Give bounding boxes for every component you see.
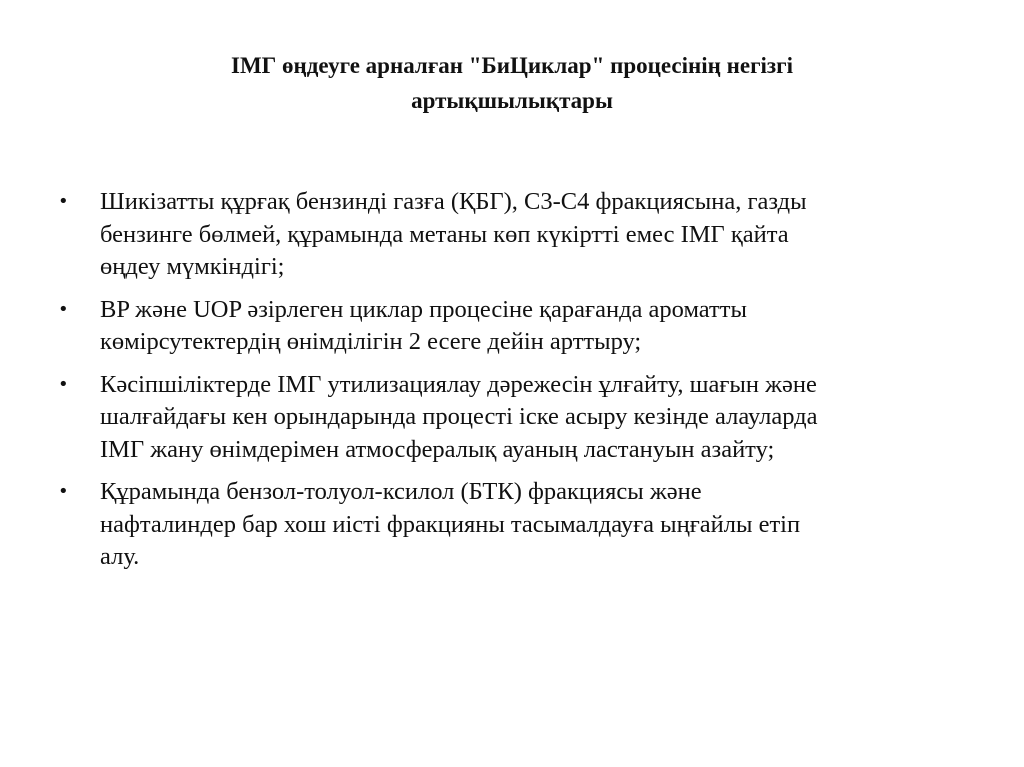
bullet-item [58, 294, 958, 359]
bullet-dot-icon: • [58, 373, 69, 395]
bullet-item [58, 369, 958, 467]
bullet-text-line: нафталиндер бар хош иісті фракцияны тасымалдауға ыңғайлы етіп [100, 510, 801, 538]
bullet-text-line: бензинге бөлмей, құрамында метаны көп күкіртті емес ІМГ қайта [100, 220, 789, 248]
slide-title-line: ІМГ өңдеуге арналған "БиЦиклар" процесінің негізгі [231, 53, 793, 78]
bullet-list [58, 186, 958, 584]
bullet-item [58, 186, 958, 284]
bullet-item [58, 476, 958, 574]
bullet-text-line: ІМГ жану өнімдерімен атмосфералық ауаның ластануын азайту; [100, 435, 775, 463]
bullet-text-line: алу. [100, 543, 140, 570]
bullet-text-line: Құрамында бензол-толуол-ксилол (БТК) фракциясы және [100, 478, 702, 505]
bullet-dot-icon: • [58, 481, 69, 502]
bullet-dot-icon: • [58, 298, 69, 320]
bullet-text-line: көмірсутектердің өнімділігін 2 есеге дейін арттыру; [100, 328, 642, 355]
bullet-text-line: Шикізатты құрғақ бензинді газға (ҚБГ), С3-С4 фракциясына, газды [100, 188, 807, 215]
bullet-text-line: шалғайдағы кен орындарында процесті іске асыру кезінде алауларда [100, 403, 818, 430]
bullet-text-line: BP және UOP әзірлеген циклар процесіне қарағанда ароматты [100, 295, 747, 323]
slide-title-line: артықшылықтары [411, 88, 613, 113]
bullet-text-line: өңдеу мүмкіндігі; [100, 253, 285, 280]
bullet-text-line: Кәсіпшіліктерде ІМГ утилизациялау дәрежесін ұлғайту, шағын және [100, 370, 817, 398]
slide-title [150, 48, 874, 118]
bullet-dot-icon: • [58, 191, 69, 212]
